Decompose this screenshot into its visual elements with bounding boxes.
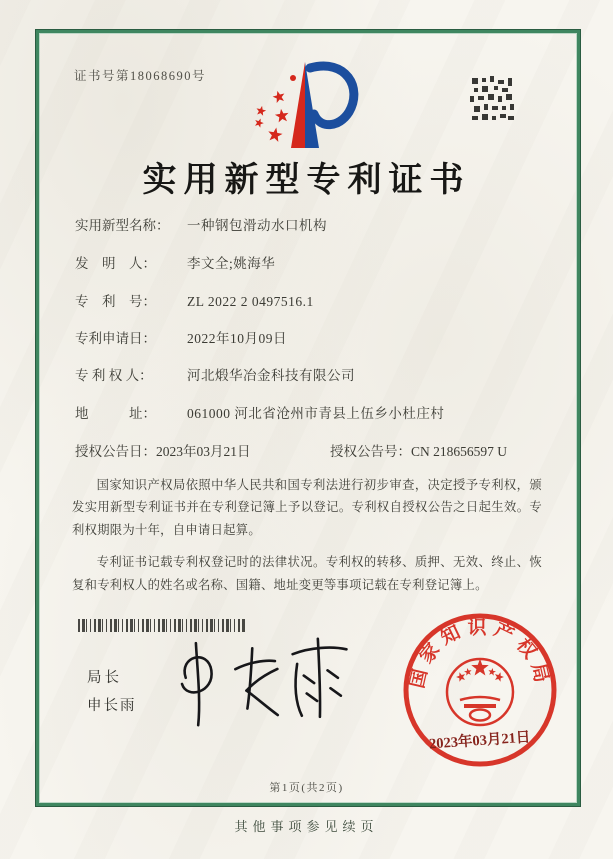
field-value: ZL 2022 2 0497516.1 xyxy=(187,294,314,309)
signer-title: 局长 xyxy=(87,670,122,686)
field-value: 2022年10月09日 xyxy=(187,331,287,346)
page-number: 第1页(共2页) xyxy=(269,782,344,794)
legal-paragraph-1: 国家知识产权局依照中华人民共和国专利法进行初步审查，决定授予专利权，颁发实用新型专利证书并在专利登记簿上予以登记。专利权自授权公告之日起生效。专利权期限为十年，自申请日起算。 xyxy=(72,478,542,537)
cnipa-logo-icon xyxy=(248,56,368,156)
grant-date-label: 授权公告日： xyxy=(75,444,156,459)
field-value: 061000 河北省沧州市青县上伍乡小杜庄村 xyxy=(187,406,445,421)
barcode xyxy=(78,619,246,632)
signer-name: 申长雨 xyxy=(87,698,137,714)
field-value: 河北煅华冶金科技有限公司 xyxy=(187,368,355,383)
grant-no-label: 授权公告号： xyxy=(330,444,411,459)
national-emblem-icon xyxy=(447,659,513,725)
qr-code xyxy=(468,74,516,122)
official-seal xyxy=(398,612,563,770)
legal-text-block xyxy=(72,474,542,606)
seal-agency-text: 国家知识产权局 xyxy=(407,617,553,691)
field-label: 专 利 权 人： xyxy=(75,368,153,383)
certificate-number: 证书号第18068690号 xyxy=(74,69,207,83)
svg-text:国家知识产权局 xyxy=(406,616,554,691)
field-label: 地 址： xyxy=(75,406,156,421)
signature-handwriting xyxy=(156,629,361,734)
certificate-title: 实用新型专利证书 xyxy=(142,162,471,199)
field-utility-model-name xyxy=(75,214,327,234)
field-patent-number xyxy=(75,290,314,310)
field-application-date xyxy=(75,327,287,347)
legal-paragraph-2: 专利证书记载专利权登记时的法律状况。专利权的转移、质押、无效、终止、恢复和专利权人的姓名或名称、国籍、地址变更等事项记载在专利登记簿上。 xyxy=(72,555,542,592)
field-inventor xyxy=(75,252,275,272)
continuation-note: 其他事项参见续页 xyxy=(234,819,379,834)
field-value: 李文全;姚海华 xyxy=(187,256,276,271)
field-address xyxy=(75,402,444,422)
grant-no-value: CN 218656597 U xyxy=(411,444,508,459)
grant-date-value: 2023年03月21日 xyxy=(156,444,251,459)
field-label: 发 明 人： xyxy=(75,256,156,271)
seal-date: 2023年03月21日 xyxy=(428,729,531,753)
field-value: 一种钢包滑动水口机构 xyxy=(187,218,327,233)
grant-announcement-row xyxy=(75,440,508,460)
field-patentee xyxy=(75,364,355,384)
field-label: 实用新型名称： xyxy=(75,218,170,233)
field-label: 专 利 号： xyxy=(75,294,156,309)
field-label: 专利申请日： xyxy=(75,331,156,346)
